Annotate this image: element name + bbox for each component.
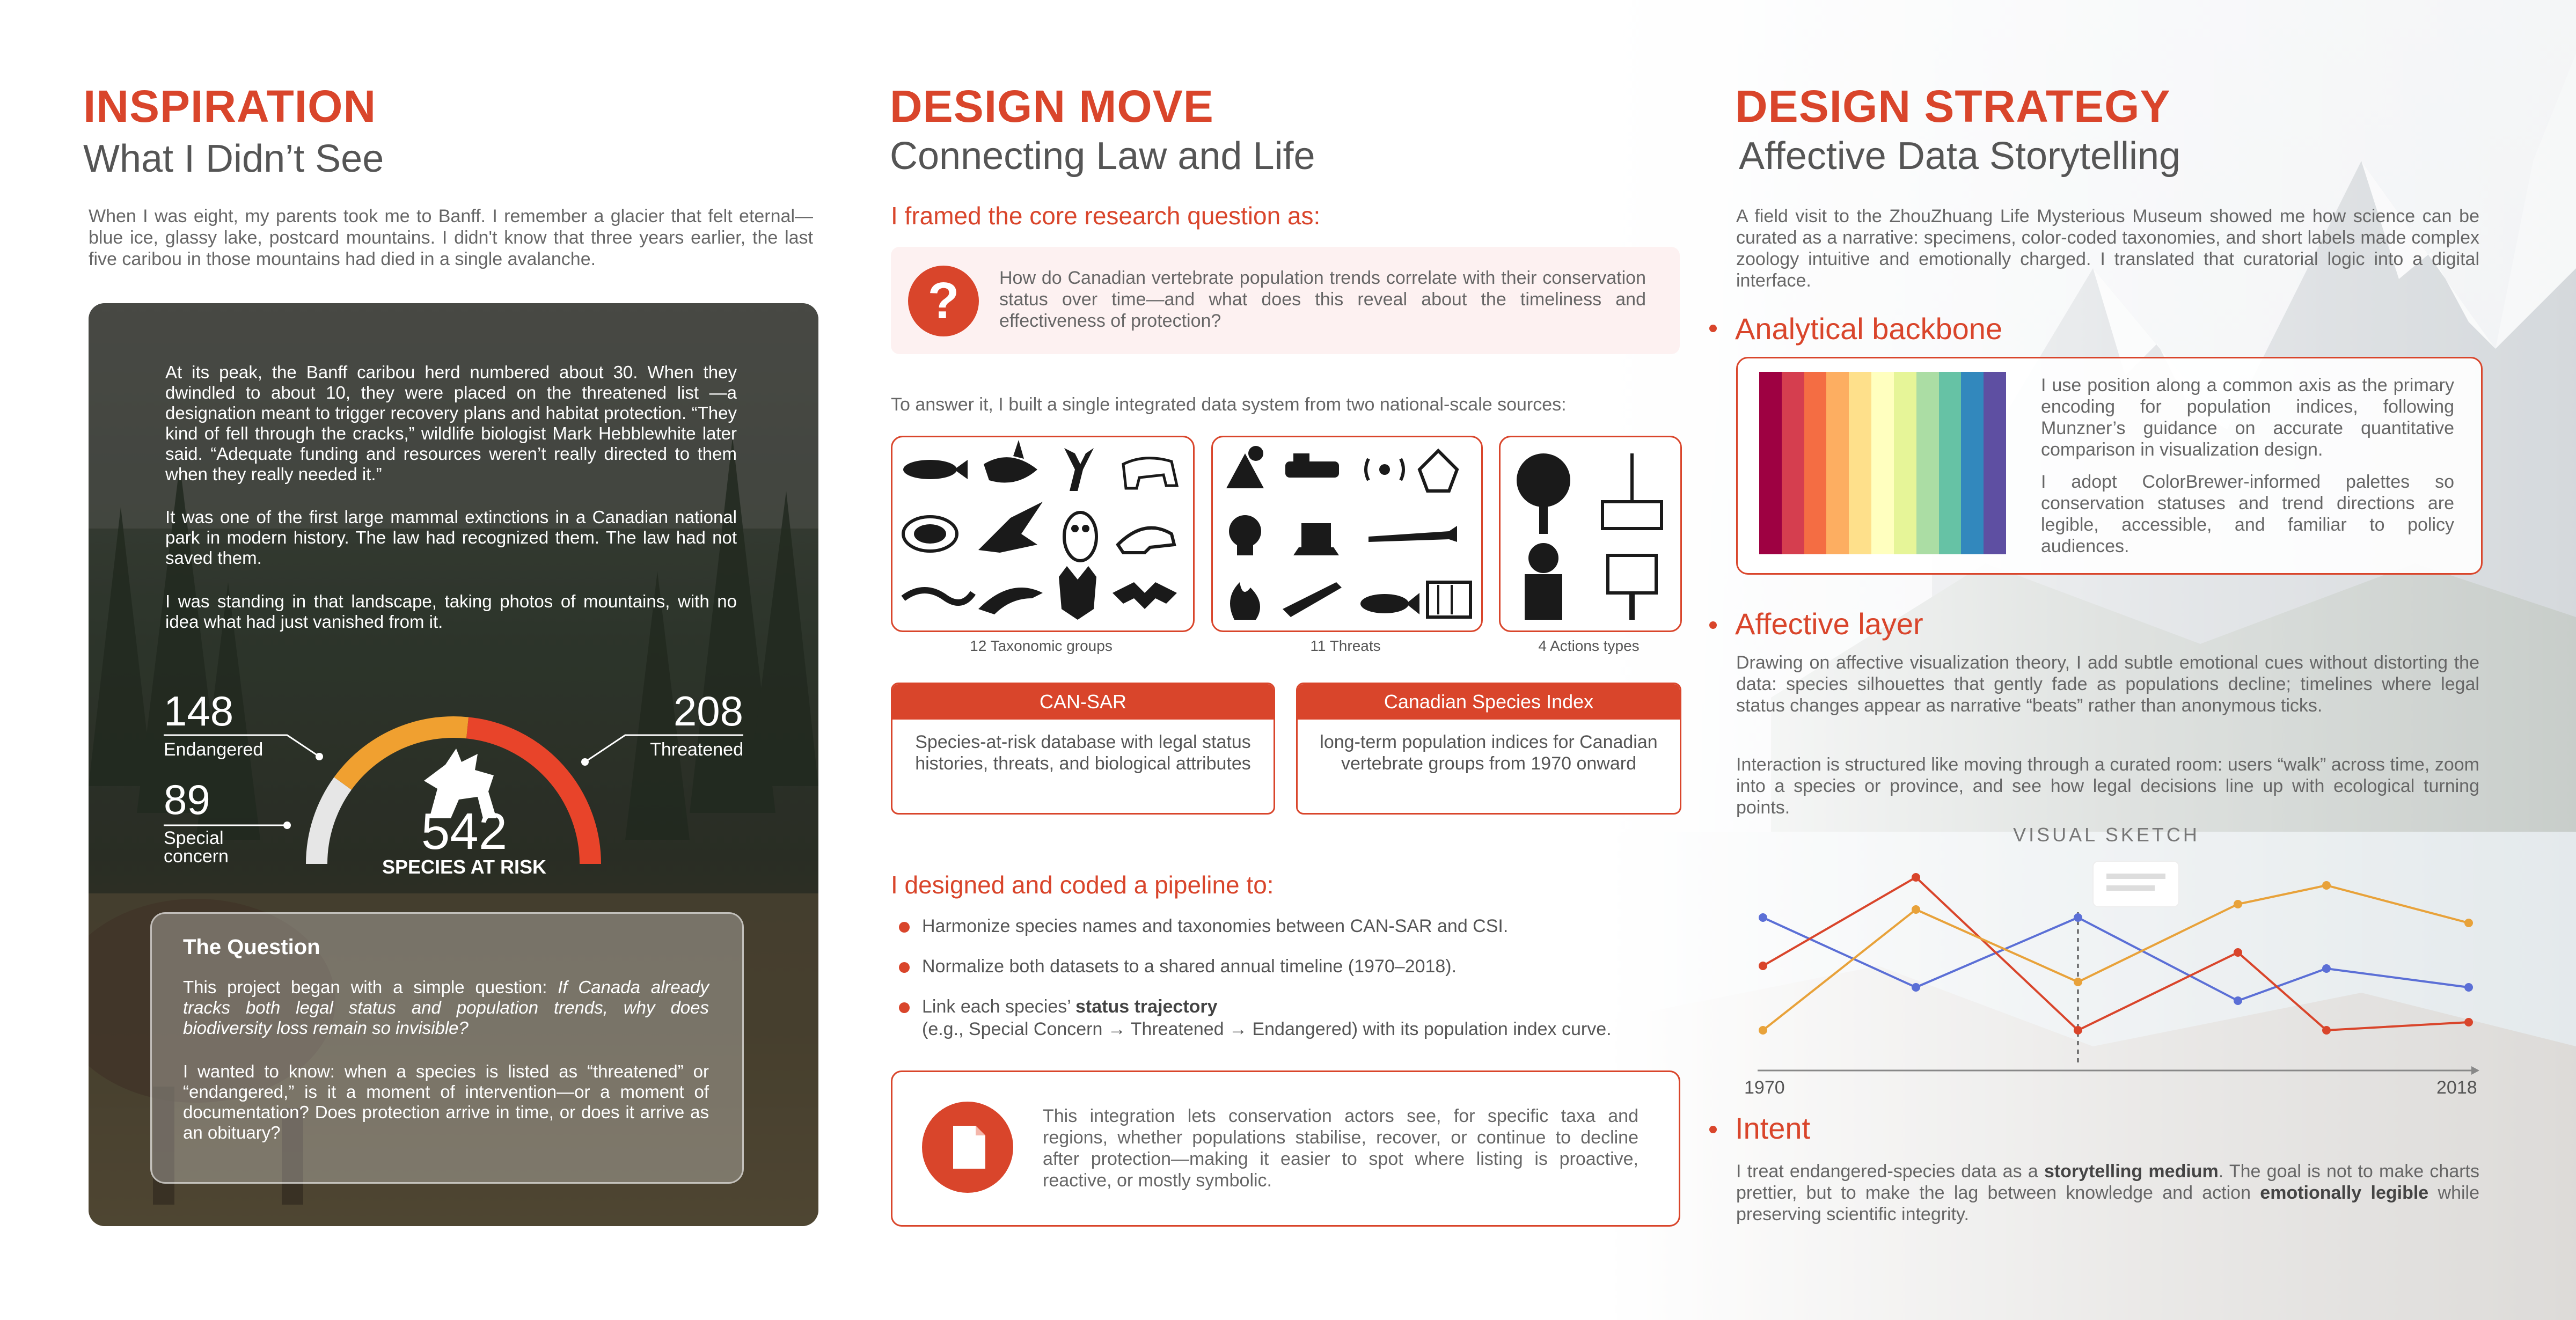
design-strategy-subtitle: Affective Data Storytelling	[1739, 135, 2181, 178]
threatened-count: 208	[673, 687, 743, 735]
intent-bullet	[1709, 1126, 1717, 1133]
antler-icon	[1064, 448, 1094, 491]
design-strategy-kicker: DESIGN STRATEGY	[1735, 81, 2171, 131]
pipeline-bullet-1	[899, 922, 910, 933]
net-icon	[1419, 451, 1457, 491]
design-move-kicker: DESIGN MOVE	[890, 81, 1214, 131]
threats-caption: 11 Threats	[1310, 637, 1381, 654]
plane-icon	[1368, 526, 1457, 542]
answer-intro: To answer it, I built a single integrated data system from two national-scale sources:	[891, 394, 1567, 415]
action-icons-grid	[1501, 437, 1680, 630]
special-concern-count: 89	[164, 776, 210, 823]
tree-planting-icon	[1517, 453, 1570, 534]
the-question-paragraph-2: I wanted to know: when a species is listed as “threatened” or “endangered,” is it a moment of intervention—or a moment of documentation? Does protection arrive in time, or does it arrive as an obituary?	[183, 1061, 709, 1142]
species-at-risk-label: SPECIES AT RISK	[382, 856, 547, 878]
caribou-paragraph-1: At its peak, the Banff caribou herd numbered about 30. When they dwindled to about 10, they were placed on the threatened list —a designation meant to trigger recovery plans and habitat protection. “They kind of fell through the cracks,” wildlife biologist Mark Hebblewhite later said. “Adequate funding and resources weren’t really directed to them when they really needed it.”	[165, 362, 737, 484]
question-plain: This project began with a simple question:	[183, 977, 558, 997]
visual-sketch-title: VISUAL SKETCH	[2013, 824, 2200, 846]
can-sar-header: CAN-SAR	[892, 684, 1274, 720]
special-label-line-1: Special	[164, 828, 224, 848]
palette-swatch	[1961, 372, 1984, 554]
inspiration-intro: When I was eight, my parents took me to Banff. I remember a glacier that felt eternal—blue ice, glassy lake, postcard mountains. I didn't know that three years earlier, the last five caribou in those mountains had died in a single avalanche.	[89, 206, 813, 269]
ferret-icon	[1118, 528, 1174, 553]
csi-source-box	[1296, 683, 1681, 815]
mussel-icon	[903, 517, 957, 551]
pipeline-bullet-2	[899, 962, 910, 973]
question-italic: If Canada already tracks both legal status and population trends, why does biodiversity loss remain so invisible?	[183, 977, 709, 1038]
dam-icon	[1428, 582, 1470, 617]
caribou-paragraph-3: I was standing in that landscape, taking photos of mountains, with no idea what had just vanished from it.	[165, 591, 737, 632]
pipeline-heading: I designed and coded a pipeline to:	[891, 871, 1274, 899]
visual-sketch-chart	[1736, 853, 2479, 1089]
palette-swatch	[1782, 372, 1804, 554]
csi-header: Canadian Species Index	[1298, 684, 1680, 720]
document-icon	[922, 1102, 1013, 1193]
taxonomic-icons-grid	[892, 437, 1193, 630]
palette-swatch	[1849, 372, 1871, 554]
owl-icon	[1064, 512, 1096, 561]
pipeline-step-2: Normalize both datasets to a shared annual timeline (1970–2018).	[922, 956, 1457, 977]
actions-caption: 4 Actions types	[1538, 637, 1640, 654]
intent-bold-2: emotionally legible	[2260, 1183, 2429, 1203]
rifle-icon	[1283, 582, 1342, 617]
intent-heading: Intent	[1735, 1111, 1811, 1145]
pipeline-step-3	[922, 995, 1673, 1040]
endangered-label: Endangered	[164, 739, 264, 760]
bird-icon	[978, 502, 1043, 553]
inspiration-kicker: INSPIRATION	[83, 81, 377, 131]
csi-description: long-term population indices for Canadian vertebrate groups from 1970 onward	[1320, 732, 1658, 774]
step3-bold: status trajectory	[1075, 996, 1218, 1017]
step3-pre: Link each species’	[922, 996, 1076, 1017]
bat-icon	[1113, 582, 1177, 609]
wolf-icon	[1059, 566, 1096, 620]
question-icon: ?	[908, 266, 979, 336]
pipeline-bullet-3	[899, 1002, 910, 1013]
taxonomic-groups-box	[891, 436, 1195, 632]
fish-icon	[903, 460, 968, 479]
palette-swatch	[1759, 372, 1782, 554]
iceberg-icon	[1226, 446, 1264, 488]
palette-swatch	[1916, 372, 1939, 554]
dolphin-icon	[978, 588, 1043, 614]
the-question-paragraph-1	[183, 977, 709, 1038]
pipeline-step-1: Harmonize species names and taxonomies between CAN-SAR and CSI.	[922, 916, 1509, 936]
intent-pre: I treat endangered-species data as a	[1736, 1161, 2044, 1182]
actions-box	[1499, 436, 1682, 632]
banff-photo-card	[89, 303, 818, 1226]
fish-catch-icon	[1360, 593, 1419, 614]
sketch-tooltip	[2093, 861, 2179, 907]
sketch-start-year: 1970	[1744, 1077, 1785, 1098]
intent-mid: . The goal is not to make charts prettier, but to make the lag between knowledge and action	[1736, 1161, 2479, 1203]
polar-bear-icon	[1123, 458, 1177, 488]
inspiration-subtitle: What I Didn’t See	[83, 137, 384, 180]
wind-icon	[1366, 459, 1403, 480]
total-species-count: 542	[421, 803, 508, 860]
sketch-line-blue	[1763, 918, 2469, 1001]
orca-icon	[984, 440, 1037, 483]
integration-text: This integration lets conservation actors see, for specific taxa and regions, whether populations stabilise, recover, or continue to decline after protection—making it easier to spot where listing is proactive, reactive, or mostly symbolic.	[1043, 1106, 1638, 1191]
special-concern-label	[164, 829, 229, 866]
can-sar-description: Species-at-risk database with legal status histories, threats, and biological attributes	[915, 732, 1251, 774]
analytical-paragraph-2: I adopt ColorBrewer-informed palettes so conservation statuses and trend directions are legible, accessible, and familiar to policy audiences.	[2041, 472, 2454, 556]
palette-swatch	[1984, 372, 2006, 554]
skull-icon	[1229, 515, 1261, 555]
sign-icon	[1608, 555, 1656, 620]
intent-post: while preserving scientific integrity.	[1736, 1183, 2479, 1224]
analytical-backbone-box	[1736, 357, 2483, 575]
analytical-backbone-heading: Analytical backbone	[1735, 312, 2003, 346]
intent-paragraph	[1736, 1161, 2479, 1225]
endangered-count: 148	[164, 687, 234, 735]
palette-swatch	[1894, 372, 1916, 554]
the-question-box	[150, 912, 744, 1184]
research-question-callout	[891, 247, 1680, 354]
affective-bullet	[1709, 621, 1717, 629]
taxonomic-caption: 12 Taxonomic groups	[970, 637, 1113, 654]
analytical-bullet	[1709, 325, 1717, 332]
caribou-paragraph-2: It was one of the first large mammal extinctions in a Canadian national park in modern history. The law had recognized them. The law had not saved them.	[165, 507, 737, 568]
research-question-text: How do Canadian vertebrate population trends correlate with their conservation status over time—and what does this reveal about the timeliness and effectiveness of protection?	[999, 268, 1646, 331]
eel-icon	[903, 590, 973, 603]
the-question-title: The Question	[183, 935, 320, 959]
can-sar-source-box	[891, 683, 1275, 815]
palette-swatch	[1804, 372, 1827, 554]
chainsaw-icon	[1285, 453, 1339, 478]
integration-box	[891, 1070, 1680, 1227]
analytical-paragraph-1: I use position along a common axis as the primary encoding for population indices, following Munzner’s guidance on accurate quantitative comparison in visualization design.	[2041, 375, 2454, 460]
solar-icon	[1602, 453, 1662, 529]
affective-paragraph-1: Drawing on affective visualization theory, I add subtle emotional cues without distorting the data: species silhouettes that gently fade as populations decline; timelines where legal status changes appear as narrative “beats” rather than anonymous ticks.	[1736, 652, 2479, 716]
threats-box	[1211, 436, 1483, 632]
affective-paragraph-2: Interaction is structured like moving through a curated room: users “walk” across time, zoom into a species or province, and see how legal decisions line up with ecological turning points.	[1736, 754, 2479, 818]
sketch-end-year: 2018	[2436, 1077, 2477, 1098]
affective-layer-heading: Affective layer	[1735, 607, 1923, 641]
threat-icons-grid	[1213, 437, 1481, 630]
palette-swatch	[1871, 372, 1894, 554]
design-move-subtitle: Connecting Law and Life	[890, 135, 1315, 178]
special-label-line-2: concern	[164, 846, 229, 867]
colorbrewer-palette	[1759, 372, 2006, 554]
palette-swatch	[1939, 372, 1962, 554]
framed-heading: I framed the core research question as:	[891, 202, 1321, 230]
ranger-icon	[1525, 543, 1562, 620]
stump-icon	[1293, 523, 1339, 555]
step3-post: (e.g., Special Concern → Threatened → Endangered) with its population index curve.	[922, 1019, 1612, 1039]
design-strategy-intro: A field visit to the ZhouZhuang Life Mysterious Museum showed me how science can be curated as a narrative: specimens, color-coded taxonomies, and short labels made complex zoology intuitive and emotionally charged. I translated that curatorial logic into a digital interface.	[1736, 206, 2479, 291]
intent-bold-1: storytelling medium	[2044, 1161, 2219, 1182]
threatened-label: Threatened	[650, 739, 743, 760]
palette-swatch	[1826, 372, 1849, 554]
fire-icon	[1230, 582, 1260, 620]
